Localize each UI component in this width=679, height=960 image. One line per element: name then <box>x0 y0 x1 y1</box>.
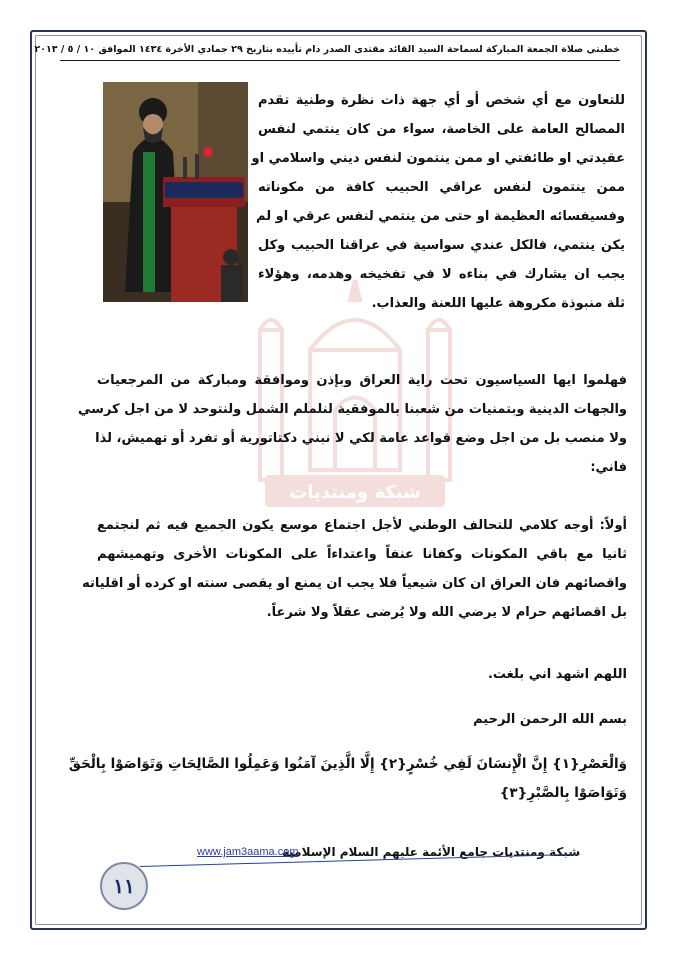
text-line: ولا منصب بل من اجل وضع قواعد عامة لكي لا نبني دكتاتورية أو تفرد أو تهميش، لذا <box>95 431 627 446</box>
text-line: فاني: <box>590 460 627 475</box>
text-line: وَتَوَاصَوْا بِالصَّبْرِ{٣} <box>499 785 627 801</box>
text-line: والجهات الدينية وبتمنيات من شعبنا بالموفقية لنلملم الشمل ولنتوحد لا من اجل كرسي <box>78 402 627 417</box>
text-line: ثلة منبوذة مكروهة عليها اللعنة والعذاب. <box>371 296 625 311</box>
text-line: يكن ينتمي، فالكل عندي سواسية في عراقنا الحبيب وكل <box>258 238 625 253</box>
paragraph-3 <box>82 511 627 627</box>
text-line: يجب ان يشارك في بناءه لا في تفخيخه وهدمه، وهؤلاء <box>258 267 625 282</box>
footer-website-link[interactable]: www.jam3aama.com <box>197 846 299 858</box>
page-number-badge <box>100 862 148 910</box>
text-line: ثانيا مع باقي المكونات وكفانا عنفاً واعتداءاً على المكونات الأخرى وتهميشهم <box>97 547 627 562</box>
text-line: بل اقصائهم حرام لا يرضي الله ولا يُرضى عقلاً ولا شرعاً. <box>266 605 627 620</box>
watermark-text: شبكة ومنتديات <box>289 482 421 503</box>
page-number: ١١ <box>113 874 135 898</box>
text-line: المصالح العامة على الخاصة، سواء من كان ينتمي لنفس <box>258 122 625 137</box>
quran-verse <box>68 750 627 808</box>
basmala <box>97 705 627 734</box>
text-line: بسم الله الرحمن الرحيم <box>473 712 627 727</box>
header-divider <box>60 60 620 61</box>
text-line: واقصائهم فان العراق ان كان شيعياً فلا يجب ان يمنع او يقصى سنته او كرده أو اقلياته <box>82 576 627 591</box>
page-header-title: خطبتي صلاة الجمعة المباركة لسماحة السيد القائد مقتدى الصدر دام تأييده بتاريخ ٢٩ جمادي الأخرة ١٤٣٤ الموافق ١٠ / ٥ / ٢٠١٣ <box>34 44 620 55</box>
text-line: ممن ينتمون لنفس عراقي الحبيب كافة من مكوناته <box>258 180 625 195</box>
text-line: للتعاون مع أي شخص أو أي جهة ذات نظرة وطنية تقدم <box>258 93 625 108</box>
text-line: أولاً: أوجه كلامي للتحالف الوطني لأجل اجتماع موسع يكون الجميع فيه ثم لنجتمع <box>97 518 627 533</box>
text-line: عقيدتي او طائفتي او ممن ينتمون لنفس ديني واسلامي او <box>251 151 625 166</box>
footer-organization: شبكة ومنتديات جامع الأئمة عليهم السلام الإسلامية <box>282 845 580 859</box>
text-line: وفسيفسائه العظيمة او حتى من ينتمي لنفس عرقي او لم <box>256 209 625 224</box>
witness-line <box>97 660 627 689</box>
text-line: فهلموا ايها السياسيون تحت راية العراق وبإذن وموافقة ومباركة من المرجعيات <box>97 373 627 388</box>
speaker-photo <box>103 82 248 302</box>
text-line: اللهم اشهد اني بلغت. <box>487 667 627 682</box>
text-line: وَالْعَصْرِ{١} إِنَّ الْإِنسَانَ لَفِي خُسْرٍ{٢} إِلَّا الَّذِينَ آمَنُوا وَعَمِلُوا الصَّالِحَاتِ وَتَوَاصَوْا بِالْحَقِّ <box>68 756 627 772</box>
paragraph-1 <box>251 86 625 318</box>
paragraph-2 <box>78 366 627 482</box>
